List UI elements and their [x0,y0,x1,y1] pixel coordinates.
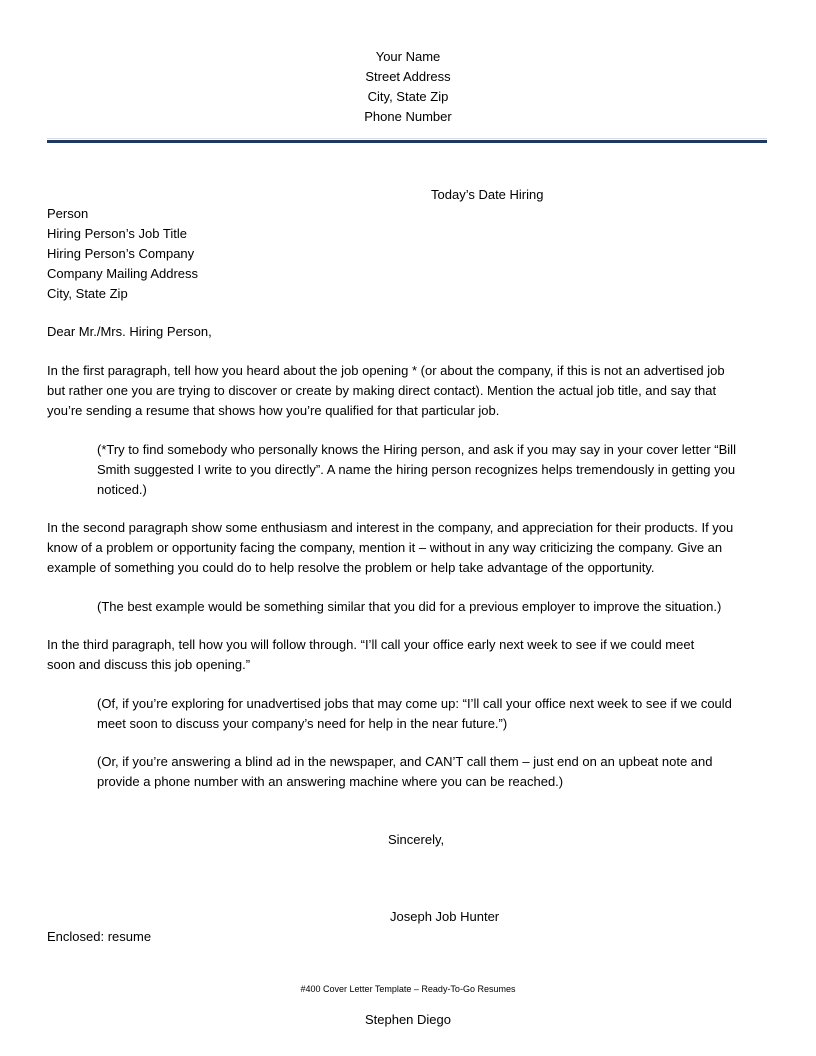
footer-author: Stephen Diego [364,1012,451,1027]
paragraph-line: In the first paragraph, tell how you heard about the job opening * (or about the company, if this is not an advertised job [47,363,725,378]
divider-shadow [47,138,767,139]
note-line: (Or, if you’re answering a blind ad in the newspaper, and CAN’T call them – just end on an upbeat note and [97,754,713,769]
recipient-line: Person [47,206,89,221]
paragraph-line: you’re sending a resume that shows how you’re qualified for that particular job. [47,403,500,418]
recipient-line: City, State Zip [47,286,128,301]
note-2: (The best example would be something similar that you did for a previous employer to improve the situation.) [97,599,722,614]
note-line: Smith suggested I write to you directly”. A name the hiring person recognizes helps tremendously in getting you [97,462,736,477]
note-line: (*Try to find somebody who personally knows the Hiring person, and ask if you may say in your cover letter “Bill [97,442,736,457]
enclosure-note: Enclosed: resume [47,929,152,944]
footer-caption: #400 Cover Letter Template – Ready-To-Go Resumes [300,984,516,994]
note-line: noticed.) [97,482,147,497]
sender-name: Your Name [375,49,441,64]
recipient-line: Company Mailing Address [47,266,199,281]
closing: Sincerely, [388,832,445,847]
paragraph-line: example of something you could do to help resolve the problem or help take advantage of the opportunity. [47,560,655,575]
paragraph-line: know of a problem or opportunity facing the company, mention it – without in any way criticizing the company. Give an [47,540,723,555]
paragraph-line: In the second paragraph show some enthusiasm and interest in the company, and appreciation for their products. If you [47,520,734,535]
sender-phone: Phone Number [364,109,452,124]
paragraph-line: but rather one you are trying to discover or create by making direct contact). Mention the actual job title, and say that [47,383,717,398]
note-line: provide a phone number with an answering machine where you can be reached.) [97,774,564,789]
paragraph-line: soon and discuss this job opening.” [47,657,251,672]
salutation: Dear Mr./Mrs. Hiring Person, [47,324,212,339]
note-line: (Of, if you’re exploring for unadvertised jobs that may come up: “I’ll call your office next week to see if we could [97,696,732,711]
header-divider [47,140,767,143]
signature-name: Joseph Job Hunter [390,909,500,924]
date-line: Today’s Date Hiring [431,187,544,202]
recipient-line: Hiring Person’s Job Title [47,226,187,241]
note-line: meet soon to discuss your company’s need for help in the near future.”) [97,716,508,731]
recipient-line: Hiring Person’s Company [47,246,195,261]
sender-city: City, State Zip [367,89,449,104]
paragraph-line: In the third paragraph, tell how you will follow through. “I’ll call your office early next week to see if we could meet [47,637,695,652]
sender-street: Street Address [365,69,451,84]
